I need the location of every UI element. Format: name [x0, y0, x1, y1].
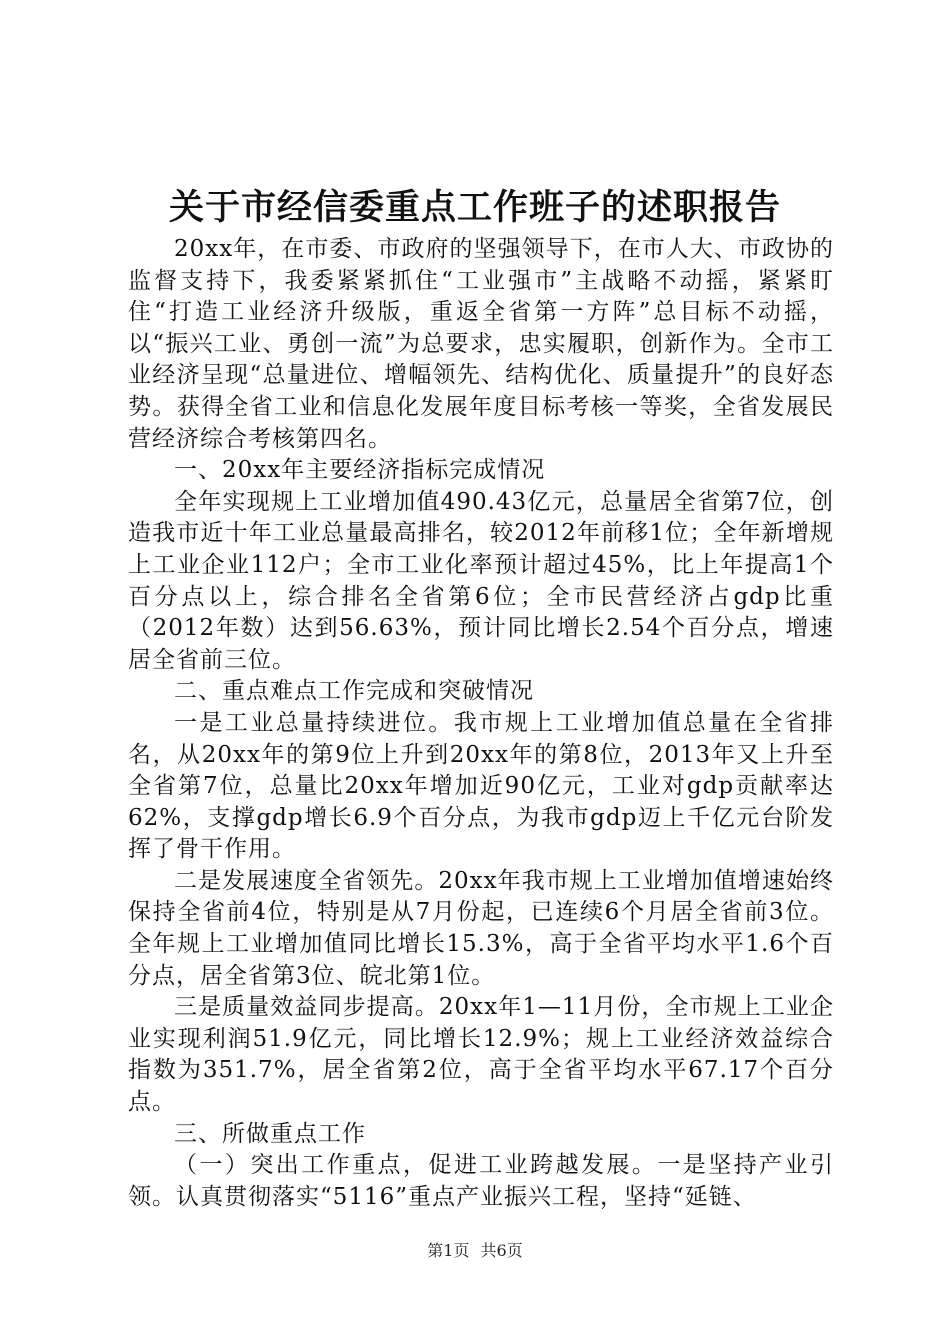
paragraph-growth-speed: 二是发展速度全省领先。20xx年我市规上工业增加值增速始终保持全省前4位，特别是从7月份起，已连续6个月居全省前3位。全年规上工业增加值同比增长15.3%，高于全省平均水平1.6个百分点，居全省第3位、皖北第1位。	[128, 867, 834, 989]
paragraph-indicators: 全年实现规上工业增加值490.43亿元，总量居全省第7位，创造我市近十年工业总量最高排名，较2012年前移1位；全年新增规上工业企业112户；全市工业化率预计超过45%，比上年提高1个百分点以上，综合排名全省第6位；全市民营经济占gdp比重（2012年数）达到56.63%，预计同比增长2.54个百分点，增速居全省前三位。	[128, 488, 834, 673]
section-heading-3: 三、所做重点工作	[174, 1120, 366, 1147]
section-heading-1: 一、20xx年主要经济指标完成情况	[174, 457, 546, 484]
paragraph-key-work: （一）突出工作重点，促进工业跨越发展。一是坚持产业引领。认真贯彻落实“5116”重点产业振兴工程，坚持“延链、	[128, 1152, 834, 1210]
page-footer	[0, 1240, 950, 1262]
section-heading-2: 二、重点难点工作完成和突破情况	[174, 678, 534, 705]
paragraph-total-rank: 一是工业总量持续进位。我市规上工业增加值总量在全省排名，从20xx年的第9位上升到20xx年的第8位，2013年又上升至全省第7位，总量比20xx年增加近90亿元，工业对gdp贡献率达62%，支撑gdp增长6.9个百分点，为我市gdp迈上千亿元台阶发挥了骨干作用。	[128, 709, 834, 863]
page-total: 共6页	[480, 1241, 523, 1260]
document-body	[128, 234, 834, 1213]
document-title: 关于市经信委重点工作班子的述职报告	[168, 187, 781, 228]
page-number: 第1页	[427, 1241, 470, 1260]
paragraph-quality: 三是质量效益同步提高。20xx年1—11月份，全市规上工业企业实现利润51.9亿元，同比增长12.9%；规上工业经济效益综合指数为351.7%，居全省第2位，高于全省平均水平67.17个百分点。	[128, 994, 834, 1116]
paragraph-intro: 20xx年，在市委、市政府的坚强领导下，在市人大、市政协的监督支持下，我委紧紧抓住“工业强市”主战略不动摇，紧紧盯住“打造工业经济升级版，重返全省第一方阵”总目标不动摇，以“振兴工业、勇创一流”为总要求，忠实履职，创新作为。全市工业经济呈现“总量进位、增幅领先、结构优化、质量提升”的良好态势。获得全省工业和信息化发展年度目标考核一等奖，全省发展民营经济综合考核第四名。	[128, 236, 834, 452]
